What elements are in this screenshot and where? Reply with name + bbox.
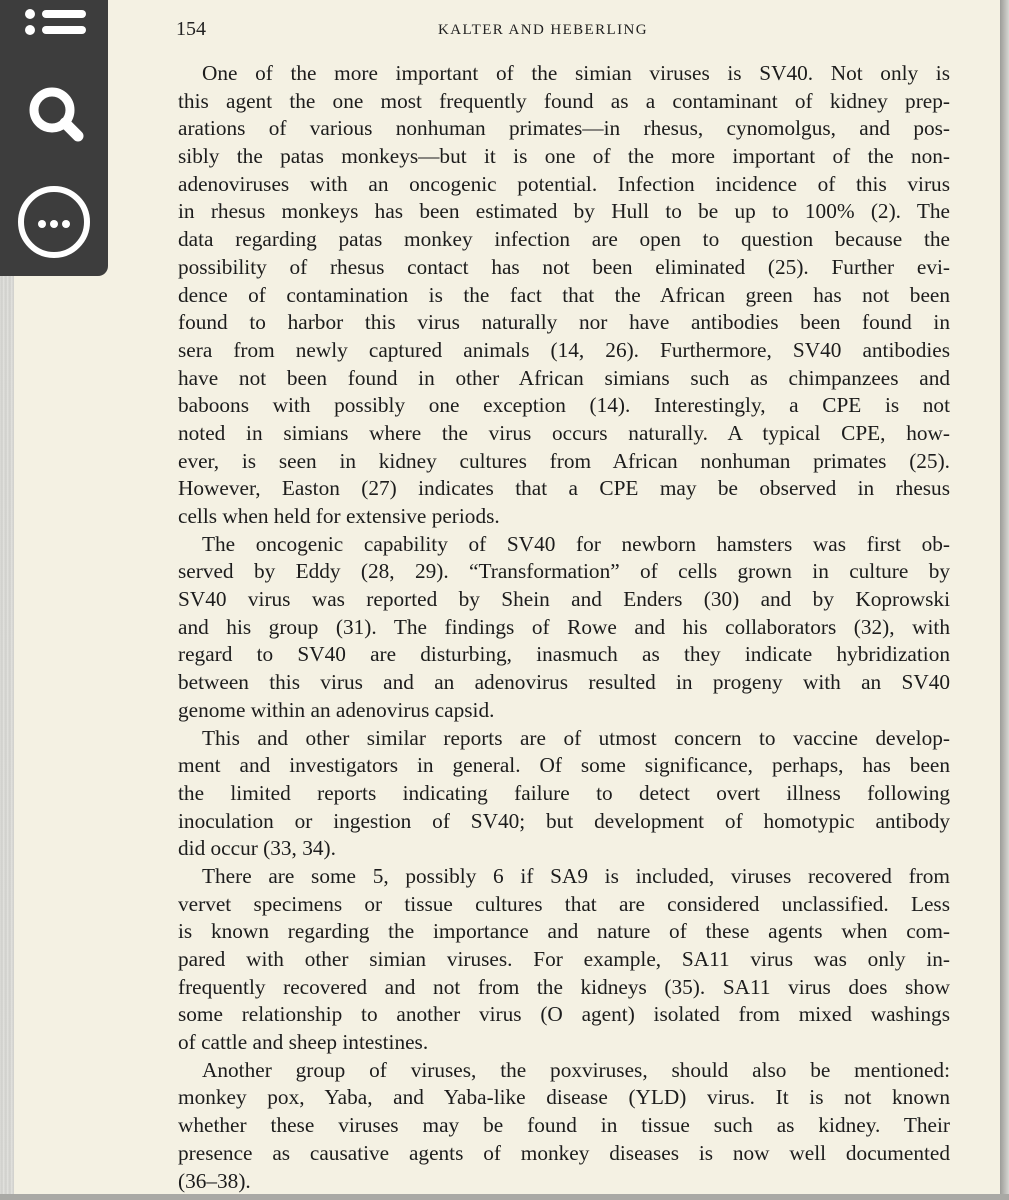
page-edge [1000, 0, 1009, 1200]
text-line: have not been found in other African simians such as chimpanzees and [178, 365, 950, 390]
text-line: found to harbor this virus naturally nor have antibodies been found in [178, 310, 950, 335]
text-line: of cattle and sheep intestines. [178, 1030, 429, 1055]
page-gutter [0, 276, 14, 1194]
more-options-button[interactable] [14, 178, 96, 250]
text-line: dence of contamination is the fact that the African green has not been [178, 282, 950, 307]
text-line: sera from newly captured animals (14, 26). Furthermore, SV40 antibodies [178, 337, 950, 362]
text-line: did occur (33, 34). [178, 836, 336, 861]
text-line: sibly the patas monkeys—but it is one of the more important of the non- [178, 144, 950, 169]
page-number: 154 [176, 18, 206, 40]
text-line: Another group of viruses, the poxviruses, should also be mentioned: [202, 1057, 950, 1082]
text-line: data regarding patas monkey infection are open to question because the [178, 227, 950, 252]
search-icon [14, 78, 96, 150]
text-line: However, Easton (27) indicates that a CPE may be observed in rhesus [178, 476, 950, 501]
text-line: ment and investigators in general. Of some significance, perhaps, has been [178, 753, 950, 778]
text-line: cells when held for extensive periods. [178, 504, 500, 528]
text-line: There are some 5, possibly 6 if SA9 is included, viruses recovered from [202, 863, 950, 888]
text-line: SV40 virus was reported by Shein and Enders (30) and by Koprowski [178, 587, 950, 612]
menu-button[interactable] [14, 0, 96, 72]
text-line: frequently recovered and not from the kidneys (35). SA11 virus does show [178, 974, 950, 999]
text-line: and his group (31). The findings of Rowe and his collaborators (32), with [178, 614, 950, 639]
running-head: KALTER AND HEBERLING [438, 22, 648, 38]
text-line: this agent the one most frequently found as a contaminant of kidney prep- [178, 88, 950, 113]
text-line: ever, is seen in kidney cultures from African nonhuman primates (25). [178, 448, 950, 473]
text-line: some relationship to another virus (O agent) isolated from mixed washings [178, 1002, 950, 1027]
text-line: presence as causative agents of monkey diseases is now well documented [178, 1140, 950, 1165]
body-text [178, 60, 950, 1195]
text-line: genome within an adenovirus capsid. [178, 697, 495, 722]
text-line: vervet specimens or tissue cultures that are considered unclassified. Less [178, 891, 950, 916]
more-options-icon [14, 178, 96, 268]
text-line: regard to SV40 are disturbing, inasmuch as they indicate hybridization [178, 642, 950, 667]
text-line: baboons with possibly one exception (14). Interestingly, a CPE is not [178, 393, 950, 418]
text-line: pared with other simian viruses. For example, SA11 virus was only in- [178, 947, 950, 971]
page-bottom-edge [0, 1194, 1009, 1200]
text-line: in rhesus monkeys has been estimated by Hull to be up to 100% (2). The [178, 199, 950, 224]
viewer-toolbar [0, 0, 108, 276]
text-line: (36–38). [178, 1168, 251, 1193]
list-icon [14, 0, 96, 72]
text-line: monkey pox, Yaba, and Yaba-like disease (YLD) virus. It is not known [178, 1085, 950, 1110]
text-line: noted in simians where the virus occurs naturally. A typical CPE, how- [178, 420, 950, 445]
page-header [176, 18, 956, 44]
text-line: whether these viruses may be found in tissue such as kidney. Their [178, 1113, 950, 1138]
text-line: the limited reports indicating failure to detect overt illness following [178, 780, 950, 805]
text-line: arations of various nonhuman primates—in rhesus, cynomolgus, and pos- [178, 116, 950, 141]
text-line: inoculation or ingestion of SV40; but development of homotypic antibody [178, 808, 950, 833]
text-line: between this virus and an adenovirus resulted in progeny with an SV40 [178, 670, 950, 695]
text-line: possibility of rhesus contact has not been eliminated (25). Further evi- [178, 254, 950, 279]
text-line: adenoviruses with an oncogenic potential. Infection incidence of this virus [178, 171, 950, 196]
text-line: This and other similar reports are of utmost concern to vaccine develop- [202, 725, 950, 750]
text-line: The oncogenic capability of SV40 for newborn hamsters was first ob- [202, 531, 950, 556]
text-line: One of the more important of the simian viruses is SV40. Not only is [202, 61, 950, 85]
search-button[interactable] [14, 78, 96, 150]
text-line: is known regarding the importance and nature of these agents when com- [178, 919, 950, 944]
text-line: served by Eddy (28, 29). “Transformation” of cells grown in culture by [178, 559, 950, 584]
